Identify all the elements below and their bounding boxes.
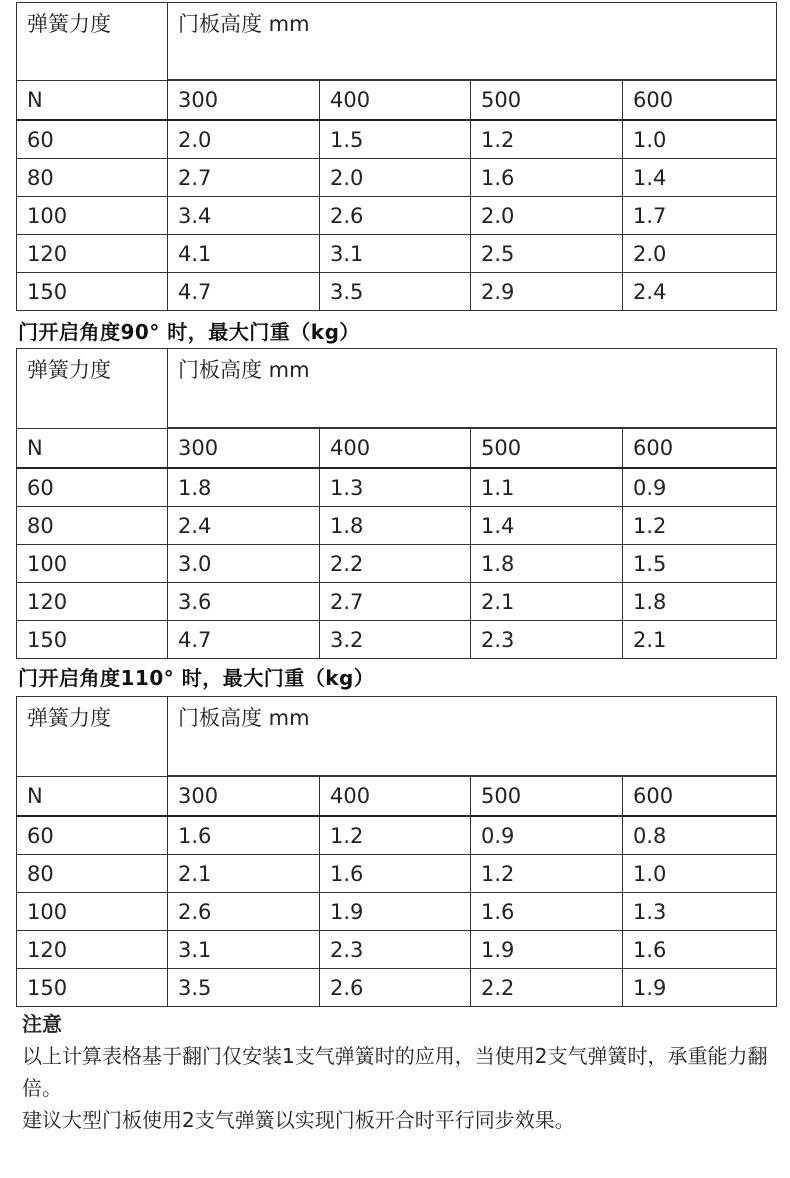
force-cell: 150 (17, 969, 168, 1007)
gas-spring-table-3 (16, 696, 777, 1007)
column-header: 600 (623, 777, 777, 817)
column-header: 300 (168, 429, 320, 469)
value-cell: 1.5 (320, 120, 471, 159)
value-cell: 1.2 (320, 816, 471, 855)
unit-cell: N (17, 777, 168, 817)
value-cell: 1.9 (471, 931, 623, 969)
value-cell: 3.1 (320, 235, 471, 273)
value-cell: 2.0 (623, 235, 777, 273)
gas-spring-table-2 (16, 348, 777, 659)
column-header: 400 (320, 81, 471, 121)
column-header: 400 (320, 429, 471, 469)
table-row (17, 621, 777, 659)
value-cell: 1.7 (623, 197, 777, 235)
value-cell: 2.7 (320, 583, 471, 621)
table-row (17, 545, 777, 583)
value-cell: 2.0 (471, 197, 623, 235)
table-row (17, 507, 777, 545)
force-cell: 100 (17, 893, 168, 931)
column-header: 400 (320, 777, 471, 817)
value-cell: 0.8 (623, 816, 777, 855)
value-cell: 3.0 (168, 545, 320, 583)
value-cell: 3.6 (168, 583, 320, 621)
value-cell: 3.4 (168, 197, 320, 235)
table-row (17, 816, 777, 855)
force-cell: 100 (17, 545, 168, 583)
value-cell: 2.3 (471, 621, 623, 659)
value-cell: 3.1 (168, 931, 320, 969)
value-cell: 3.5 (320, 273, 471, 311)
value-cell: 2.0 (320, 159, 471, 197)
column-header: 500 (471, 81, 623, 121)
value-cell: 1.4 (471, 507, 623, 545)
force-cell: 100 (17, 197, 168, 235)
force-cell: 60 (17, 816, 168, 855)
height-header: 门板高度 mm (168, 349, 777, 428)
table-row (17, 893, 777, 931)
value-cell: 0.9 (471, 816, 623, 855)
column-header: 500 (471, 777, 623, 817)
value-cell: 1.2 (623, 507, 777, 545)
table-caption-90: 门开启角度90° 时，最大门重（kg） (18, 320, 360, 344)
unit-cell: N (17, 429, 168, 469)
column-header: 600 (623, 81, 777, 121)
column-header: 500 (471, 429, 623, 469)
value-cell: 2.5 (471, 235, 623, 273)
value-cell: 1.0 (623, 120, 777, 159)
notes-title: 注意 (22, 1012, 62, 1036)
value-cell: 4.1 (168, 235, 320, 273)
value-cell: 2.4 (623, 273, 777, 311)
height-header: 门板高度 mm (168, 3, 777, 80)
value-cell: 3.2 (320, 621, 471, 659)
table-row (17, 969, 777, 1007)
value-cell: 1.6 (320, 855, 471, 893)
force-cell: 120 (17, 931, 168, 969)
column-header: 600 (623, 429, 777, 469)
value-cell: 2.1 (623, 621, 777, 659)
notes-line-2: 建议大型门板使用2支气弹簧以实现门板开合时平行同步效果。 (22, 1108, 575, 1132)
value-cell: 1.2 (471, 120, 623, 159)
value-cell: 1.1 (471, 468, 623, 507)
value-cell: 1.8 (471, 545, 623, 583)
table-row (17, 159, 777, 197)
value-cell: 1.8 (623, 583, 777, 621)
column-header: 300 (168, 777, 320, 817)
value-cell: 2.6 (320, 969, 471, 1007)
force-cell: 150 (17, 621, 168, 659)
value-cell: 1.4 (623, 159, 777, 197)
table-row (17, 120, 777, 159)
value-cell: 1.6 (471, 159, 623, 197)
force-header: 弹簧力度 (17, 349, 168, 429)
value-cell: 2.1 (168, 855, 320, 893)
value-cell: 1.9 (320, 893, 471, 931)
value-cell: 0.9 (623, 468, 777, 507)
value-cell: 2.9 (471, 273, 623, 311)
table-row (17, 235, 777, 273)
force-cell: 150 (17, 273, 168, 311)
value-cell: 2.0 (168, 120, 320, 159)
table-row (17, 468, 777, 507)
value-cell: 1.8 (168, 468, 320, 507)
force-cell: 120 (17, 235, 168, 273)
gas-spring-table-1 (16, 2, 777, 311)
force-header: 弹簧力度 (17, 697, 168, 777)
table-row (17, 197, 777, 235)
unit-cell: N (17, 81, 168, 121)
force-cell: 60 (17, 468, 168, 507)
table-caption-110: 门开启角度110° 时，最大门重（kg） (18, 666, 375, 690)
value-cell: 1.6 (471, 893, 623, 931)
value-cell: 1.2 (471, 855, 623, 893)
column-header: 300 (168, 81, 320, 121)
value-cell: 2.7 (168, 159, 320, 197)
value-cell: 2.4 (168, 507, 320, 545)
value-cell: 1.5 (623, 545, 777, 583)
height-header: 门板高度 mm (168, 697, 777, 776)
value-cell: 1.6 (168, 816, 320, 855)
table-row (17, 583, 777, 621)
notes-line-1: 以上计算表格基于翻门仅安装1支气弹簧时的应用，当使用2支气弹簧时，承重能力翻倍。 (22, 1044, 768, 1100)
force-cell: 80 (17, 507, 168, 545)
value-cell: 2.6 (168, 893, 320, 931)
force-cell: 80 (17, 855, 168, 893)
value-cell: 2.2 (320, 545, 471, 583)
value-cell: 2.3 (320, 931, 471, 969)
value-cell: 2.1 (471, 583, 623, 621)
table-row (17, 931, 777, 969)
value-cell: 1.9 (623, 969, 777, 1007)
value-cell: 2.6 (320, 197, 471, 235)
value-cell: 1.8 (320, 507, 471, 545)
notes-section (22, 1008, 772, 1136)
value-cell: 1.6 (623, 931, 777, 969)
value-cell: 4.7 (168, 273, 320, 311)
force-cell: 60 (17, 120, 168, 159)
value-cell: 1.3 (320, 468, 471, 507)
table-row (17, 855, 777, 893)
force-cell: 80 (17, 159, 168, 197)
value-cell: 1.0 (623, 855, 777, 893)
value-cell: 2.2 (471, 969, 623, 1007)
value-cell: 1.3 (623, 893, 777, 931)
table-row (17, 273, 777, 311)
value-cell: 4.7 (168, 621, 320, 659)
force-header: 弹簧力度 (17, 3, 168, 81)
value-cell: 3.5 (168, 969, 320, 1007)
force-cell: 120 (17, 583, 168, 621)
